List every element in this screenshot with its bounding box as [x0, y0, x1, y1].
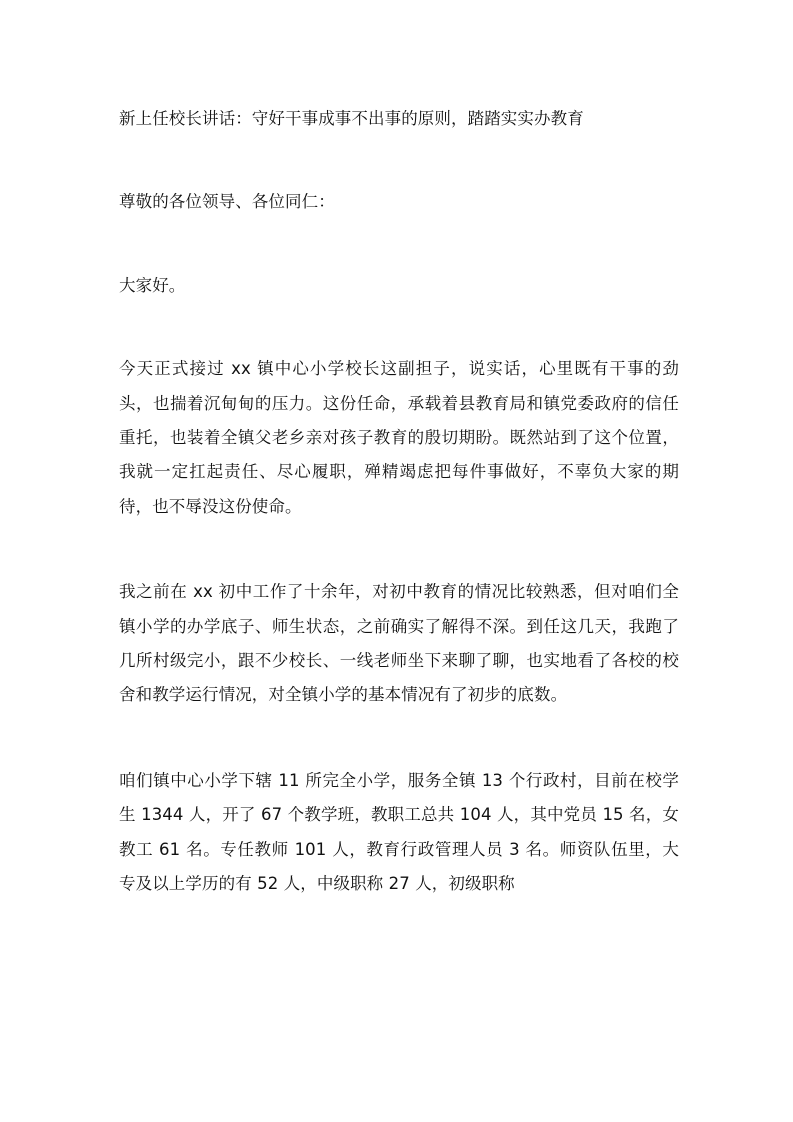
greeting: 大家好。: [119, 275, 186, 295]
document-body: [119, 102, 679, 953]
salutation: 尊敬的各位领导、各位同仁：: [119, 192, 335, 212]
paragraph-school-overview: 咱们镇中心小学下辖 11 所完全小学，服务全镇 13 个行政村，目前在校学生 1344 人，开了 67 个教学班，教职工总共 104 人，其中党员 15 名，女教工 61 名。专任教师 101 人，教育行政管理人员 3 名。师资队伍里，大专及以上学历的有 52 人，中级职称 27 人，初级职称: [119, 770, 680, 894]
document-title: 新上任校长讲话：守好干事成事不出事的原则，踏踏实实办教育: [119, 109, 584, 128]
paragraph-background: 我之前在 xx 初中工作了十余年，对初中教育的情况比较熟悉，但对咱们全镇小学的办学底子、师生状态，之前确实了解得不深。到任这几天，我跑了几所村级完小，跟不少校长、一线老师坐下来聊了聊，也实地看了各校的校舍和教学运行情况，对全镇小学的基本情况有了初步的底数。: [119, 582, 679, 705]
paragraph-appointment: 今天正式接过 xx 镇中心小学校长这副担子，说实话，心里既有干事的劲头，也揣着沉甸甸的压力。这份任命，承载着县教育局和镇党委政府的信任重托，也装着全镇父老乡亲对孩子教育的殷切期盼。既然站到了这个位置，我就一定扛起责任、尽心履职，殚精竭虑把每件事做好，不辜负大家的期待，也不辱没这份使命。: [119, 359, 679, 516]
